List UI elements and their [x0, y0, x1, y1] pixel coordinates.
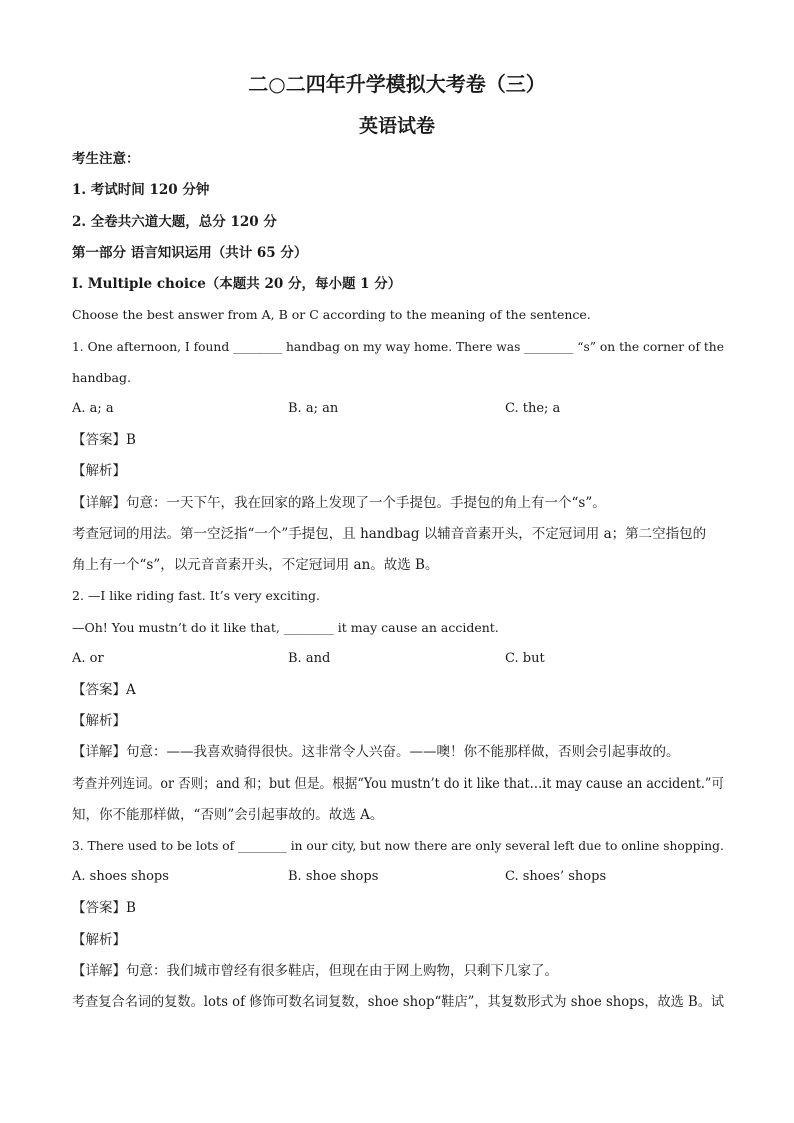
section-heading: Ⅰ. Multiple choice（本题共 20 分，每小题 1 分）	[72, 276, 402, 292]
question-1-option-c: C. the; a	[505, 401, 561, 416]
notice-item-2: 2. 全卷共六道大题，总分 120 分	[72, 214, 277, 230]
question-3-answer: 【答案】B	[72, 900, 136, 916]
question-3-option-c: C. shoes’ shops	[505, 869, 607, 884]
question-1-option-a: A. a; a	[72, 401, 114, 416]
exam-subtitle: 英语试卷	[358, 115, 435, 137]
question-3-analysis: 【解析】	[72, 932, 126, 948]
exam-title: 二○二四年升学模拟大考卷（三）	[248, 72, 546, 96]
question-1-detail-1: 【详解】句意：一天下午，我在回家的路上发现了一个手提包。手提包的角上有一个“s”。	[72, 495, 606, 511]
question-2-analysis: 【解析】	[72, 713, 126, 729]
question-3-detail-1: 【详解】句意：我们城市曾经有很多鞋店，但现在由于网上购物，只剩下几家了。	[72, 963, 558, 979]
question-2-stem-cont: —Oh! You mustn’t do it like that, ________ it may cause an accident.	[72, 620, 499, 635]
question-1-stem: 1. One afternoon, I found ________ handbag on my way home. There was ________ “s” on the corner of the	[72, 339, 724, 354]
instruction-text: Choose the best answer from A, B or C according to the meaning of the sentence.	[72, 307, 591, 322]
question-2-detail-1: 【详解】句意：——我喜欢骑得很快。这非常令人兴奋。——噢！你不能那样做，否则会引起事故的。	[72, 744, 680, 760]
question-2-option-c: C. but	[505, 651, 545, 666]
question-1-answer: 【答案】B	[72, 432, 136, 448]
question-2-option-b: B. and	[288, 651, 331, 666]
question-1-detail-3: 角上有一个“s”，以元音音素开头，不定冠词用 an。故选 B。	[72, 557, 439, 573]
question-1-stem-cont: handbag.	[72, 370, 131, 385]
part-heading: 第一部分 语言知识运用（共计 65 分）	[72, 245, 308, 261]
question-3-stem: 3. There used to be lots of ________ in our city, but now there are only several left due to online shopping.	[72, 838, 724, 853]
question-2-detail-2: 考查并列连词。or 否则；and 和；but 但是。根据“You mustn’t do it like that…it may cause an accident.”可	[72, 776, 724, 792]
question-1-option-b: B. a; an	[288, 401, 339, 416]
question-3-option-b: B. shoe shops	[288, 869, 379, 884]
notice-item-1: 1. 考试时间 120 分钟	[72, 182, 210, 198]
question-1-analysis: 【解析】	[72, 463, 126, 479]
question-2-stem: 2. —I like riding fast. It’s very exciting.	[72, 588, 320, 603]
question-2-option-a: A. or	[72, 651, 104, 666]
question-1-detail-2: 考查冠词的用法。第一空泛指“一个”手提包，且 handbag 以辅音音素开头，不定冠词用 a；第二空指包的	[72, 526, 707, 542]
question-2-detail-3: 知，你不能那样做，“否则”会引起事故的。故选 A。	[72, 807, 384, 823]
question-3-option-a: A. shoes shops	[72, 869, 169, 884]
notice-heading: 考生注意：	[72, 151, 140, 167]
question-3-detail-2: 考查复合名词的复数。lots of 修饰可数名词复数，shoe shop“鞋店”，其复数形式为 shoe shops，故选 B。试	[72, 994, 725, 1010]
question-2-answer: 【答案】A	[72, 682, 136, 698]
